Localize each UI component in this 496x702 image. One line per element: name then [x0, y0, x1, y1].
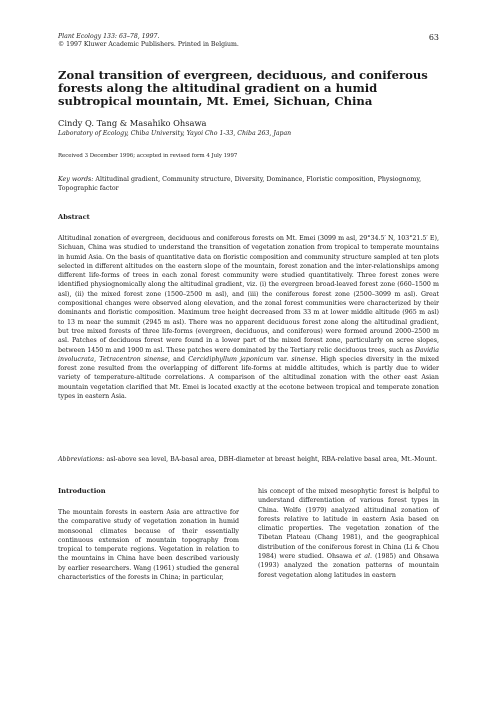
abstract-text: Altitudinal zonation of evergreen, deciduous and coniferous forests on Mt. Emei (3099 m asl, 29°34.5′ N, 103°21.5′ E), Sichuan, China was studied to understand the transition of vegetation zonation from tropical to temperate mountains in humid Asia. On the basis of quantitative data on floristic composition and community structure sampled at ten plots selected in different altitudes on the eastern slope of the mountain, forest zonation and the inter-relationships among different life-forms of trees in each zonal forest community were studied quantitatively. Three forest zones were identified physiognomically along the altitudinal gradient, viz. (i) the evergreen broad-leaved forest zone (660–1500 m asl), (ii) the mixed forest zone (1500–2500 m asl), and (iii) the coniferous forest zone (2500–3099 m asl). Great compositional changes were observed along elevation, and the zonal forest communities were characterized by their dominants and floristic composition. Maximum tree height decreased from 33 m at lower middle altitude (965 m asl) to 13 m near the summit (2945 m asl). There was no apparent deciduous forest zone along the altitudinal gradient, but tree mixed forests of three life-forms (evergreen, deciduous, and coniferous) were formed around 2000–2500 m asl. Patches of deciduous forest were found in a lower part of the mixed forest zone, particularly on scree slopes, between 1450 m and 1900 m asl. These patches were dominated by the Tertiary relic deciduous trees, such as Davidia involucrata, Tetracentron sinense, and Cercidiphyllum japonicum var. sinense. High species diversity in the mixed forest zone resulted from the overlapping of different life-forms at middle altitudes, which is partly due to wider variety of temperature-altitude correlations. A comparison of the altitudinal zonation with the other east Asian mountain vegetation clarified that Mt. Emei is located exactly at the ecotone between tropical and temperate zonation types in eastern Asia. [58, 235, 439, 401]
introduction-column-left: The mountain forests in eastern Asia are attractive for the comparative study of vegetation zonation in humid monsoonal climates because of their essentially continuous extension of mountain topography from tropical to temperate regions. Vegetation in relation to the mountains in China have been described variously by earlier researchers. Wang (1961) studied the general characteristics of the forests in China; in particular, [58, 509, 239, 582]
introduction-column-right: his concept of the mixed mesophytic forest is helpful to understand differentiation of various forest types in China. Wolfe (1979) analyzed altitudinal zonation of forests relative to latitude in eastern Asia based on climatic properties. The vegetation zonation of the Tibetan Plateau (Chang 1981), and the geographical distribution of the coniferous forest in China (Li & Chou 1984) were studied. Ohsawa et al. (1985) and Ohsawa (1993) analyzed the zonation patterns of mountain forest vegetation along latitudes in eastern [258, 488, 439, 579]
received-date: Received 3 December 1996; accepted in revised form 4 July 1997 [58, 153, 238, 159]
journal-line-2: © 1997 Kluwer Academic Publishers. Printed in Belgium. [58, 41, 239, 49]
species-name: Davidia involucrata [58, 346, 439, 363]
species-name: Cercidiphyllum japonicum [188, 355, 274, 363]
paper-title: Zonal transition of evergreen, deciduous, and coniferous forests along the altitudinal gradient on a humid subtropical mountain, Mt. Emei, Sichuan, China [58, 68, 428, 109]
keywords-label: Key words: [58, 176, 94, 183]
journal-citation [58, 33, 239, 50]
page-number: 63 [428, 33, 439, 42]
et-al: et al. [355, 553, 373, 561]
authors: Cindy Q. Tang & Masahiko Ohsawa [58, 118, 207, 128]
introduction-heading: Introduction [58, 487, 106, 495]
keywords-text: Altitudinal gradient, Community structure, Diversity, Dominance, Floristic composition, Physiognomy, Topographic factor [58, 176, 422, 193]
journal-line-1: Plant Ecology 133: 63–78, 1997. [58, 33, 160, 40]
affiliation: Laboratory of Ecology, Chiba University, Yayoi Cho 1-33, Chiba 263, Japan [58, 130, 292, 137]
abbreviations-label: Abbreviations: [58, 456, 105, 463]
species-name: Tetracentron sinense [99, 355, 168, 363]
keywords [58, 175, 436, 194]
abstract-heading: Abstract [58, 213, 90, 221]
abbreviations [58, 455, 439, 464]
species-name: sinense [291, 355, 316, 363]
abbreviations-text: asl-above sea level, BA-basal area, DBH-diameter at breast height, RBA-relative basal area, Mt.-Mount. [106, 456, 437, 463]
